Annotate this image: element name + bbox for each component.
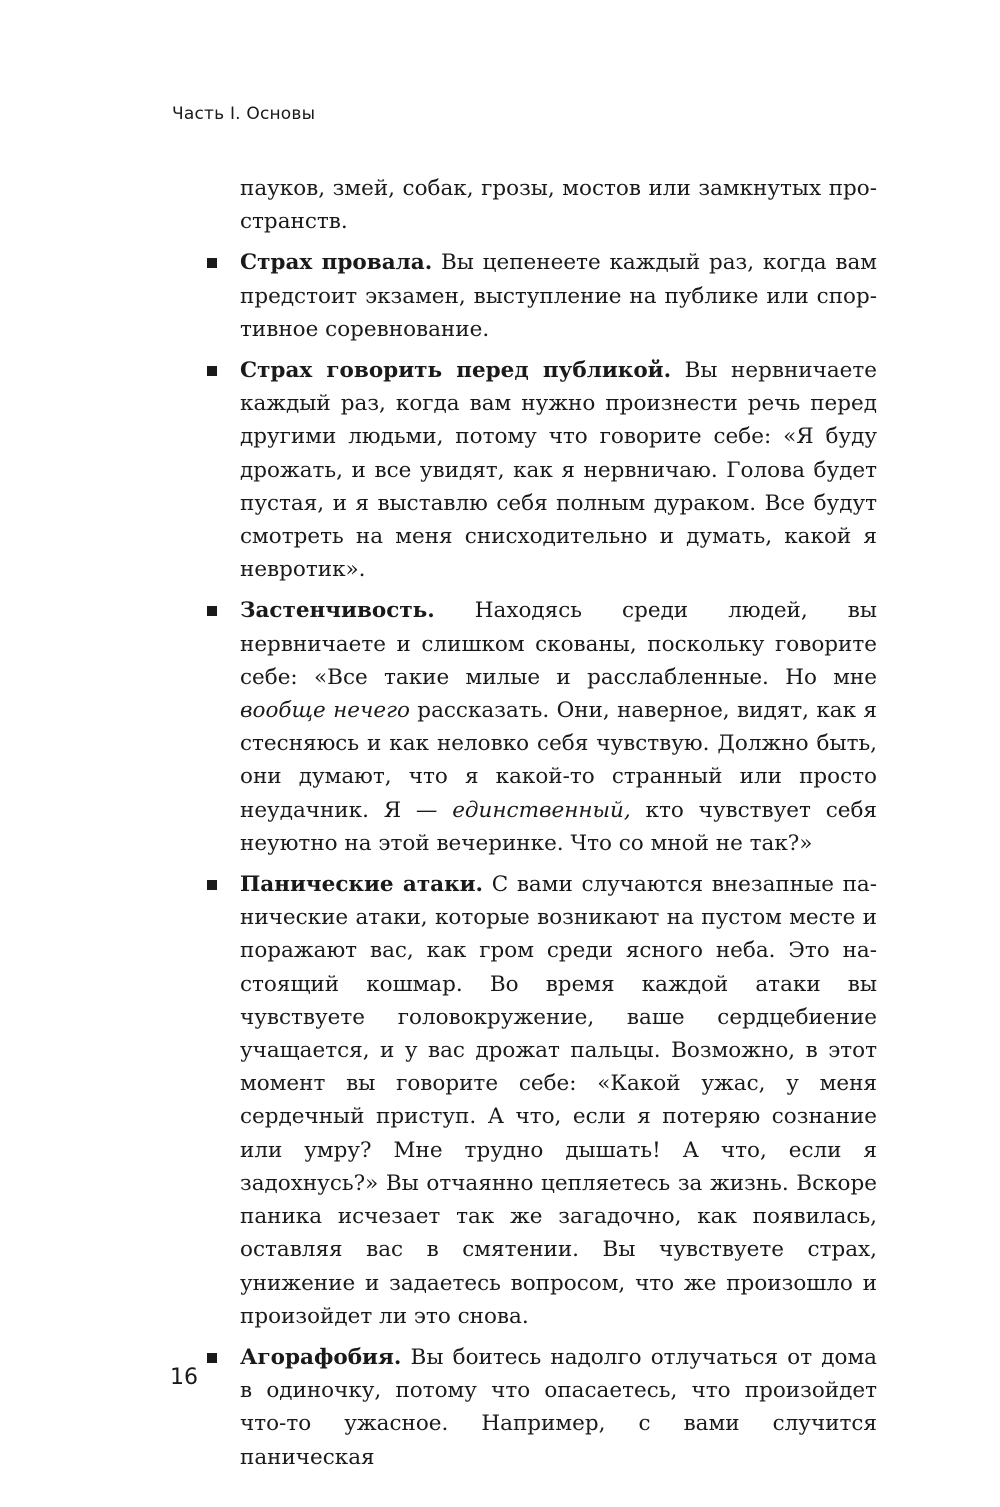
fear-list <box>240 246 877 1473</box>
list-item-panic-attacks <box>240 868 877 1333</box>
page-body <box>240 172 877 1482</box>
description-fear-of-public-speaking: Вы нервничаете каждый раз, когда вам нужно произнести речь перед другими людьми, потому что говорите себе: «Я буду дрожать, и все увидят, как я нервничаю. Голова будет пустая, и я выставлю себя полным дураком. Все будут смотреть на меня снисходительно и думать, какой я невротик». <box>240 358 877 583</box>
page-number: 16 <box>170 1365 198 1390</box>
description-panic-attacks: С вами случаются внезапные панические атаки, которые возникают на пустом месте и поражают вас, как гром среди ясного неба. Это настоящий кошмар. Во время каждой атаки вы чувствуете головокружение, ваше сердцебиение учащается, и у вас дрожат пальцы. Возможно, в этот момент вы говорите себе: «Какой ужас, у меня сердечный приступ. А что, если я потеряю сознание или умру? Мне трудно дышать! А что, если я задохнусь?» Вы отчаянно цепляетесь за жизнь. Вскоре паника исчезает так же загадочно, как появилась, оставляя вас в смятении. Вы чувствуете страх, унижение и задаетесь вопросом, что же произошло и произойдет ли это снова. <box>240 872 878 1329</box>
description-fear-of-failure: Вы цепенеете каждый раз, когда вам предстоит экзамен, выступление на публике или спортивное соревнование. <box>240 250 877 342</box>
emphasis-nothing-at-all: вообще нечего <box>240 698 410 724</box>
continuation-paragraph: пауков, змей, собак, грозы, мостов или замкнутых пространств. <box>240 176 877 235</box>
description-agoraphobia: Вы боитесь надолго отлучаться от дома в одиночку, потому что опасаетесь, что произойдет что-то ужасное. Например, с вами случится паническая <box>240 1344 877 1470</box>
term-shyness: Застенчивость. <box>240 598 435 624</box>
emphasis-the-only-one: единственный, <box>452 797 631 823</box>
term-panic-attacks: Панические атаки. <box>240 872 484 898</box>
term-fear-of-failure: Страх провала. <box>240 250 433 276</box>
term-fear-of-public-speaking: Страх говорить перед публикой. <box>240 358 672 384</box>
term-agoraphobia: Агорафобия. <box>240 1344 402 1370</box>
running-head: Часть I. Основы <box>172 104 316 124</box>
list-item-fear-of-public-speaking <box>240 354 877 586</box>
list-item-fear-of-failure <box>240 246 877 346</box>
list-item-shyness <box>240 594 877 860</box>
description-shyness-part-3: кто чувствует себя неуютно на этой вечеринке. Что со мной не так?» <box>240 797 877 856</box>
description-shyness-part-1: Находясь среди людей, вы нервничаете и слишком скованы, поскольку говорите себе: «Все такие милые и расслабленные. Но мне <box>240 598 877 690</box>
list-item-agoraphobia <box>240 1341 877 1474</box>
description-shyness-part-2: рассказать. Они, наверное, видят, как я стесняюсь и как неловко себя чувствую. Должно быть, они думают, что я какой-то странный или просто неудачник. Я — <box>240 698 877 823</box>
